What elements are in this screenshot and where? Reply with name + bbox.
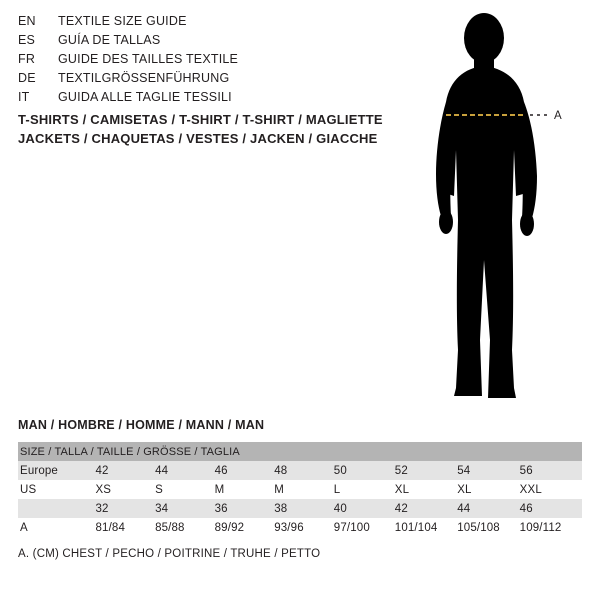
table-cell: 32 [95, 499, 155, 518]
table-cell: M [215, 480, 275, 499]
table-cell: XXL [520, 480, 582, 499]
footnote-chest-measure: A. (CM) CHEST / PECHO / POITRINE / TRUHE / PETTO [18, 548, 321, 560]
language-label: TEXTILGRÖSSENFÜHRUNG [58, 71, 230, 85]
row-label: US [18, 480, 95, 499]
table-row [18, 442, 582, 461]
table-cell: 44 [155, 461, 215, 480]
table-cell: 42 [95, 461, 155, 480]
table-cell: 36 [215, 499, 275, 518]
category-tshirts: T-SHIRTS / CAMISETAS / T-SHIRT / T-SHIRT / MAGLIETTE [18, 112, 383, 127]
table-cell: M [274, 480, 334, 499]
table-cell: 44 [457, 499, 519, 518]
table-title: MAN / HOMBRE / HOMME / MANN / MAN [18, 418, 265, 432]
table-cell: 54 [457, 461, 519, 480]
language-label: GUÍA DE TALLAS [58, 33, 161, 47]
table-cell: 46 [215, 461, 275, 480]
size-table [18, 442, 582, 537]
table-cell: 101/104 [395, 518, 457, 537]
table-cell: 109/112 [520, 518, 582, 537]
table-cell: 46 [520, 499, 582, 518]
table-header-label: SIZE / TALLA / TAILLE / GRÖSSE / TAGLIA [18, 442, 582, 461]
table-cell: 56 [520, 461, 582, 480]
table-cell: 97/100 [334, 518, 395, 537]
language-code: FR [18, 52, 36, 66]
language-label: GUIDE DES TAILLES TEXTILE [58, 52, 239, 66]
table-cell: XL [457, 480, 519, 499]
table-cell: 105/108 [457, 518, 519, 537]
language-code: DE [18, 71, 36, 85]
table-cell: XL [395, 480, 457, 499]
row-label: Europe [18, 461, 95, 480]
row-label [18, 499, 95, 518]
language-code: IT [18, 90, 30, 104]
table-row [18, 499, 582, 518]
row-label: A [18, 518, 95, 537]
table-cell: L [334, 480, 395, 499]
table-row [18, 518, 582, 537]
table-row [18, 461, 582, 480]
language-row [18, 33, 398, 52]
language-row [18, 90, 398, 109]
table-cell: 81/84 [95, 518, 155, 537]
table-cell: 42 [395, 499, 457, 518]
table-cell: 52 [395, 461, 457, 480]
table-cell: 38 [274, 499, 334, 518]
language-list [18, 14, 398, 109]
category-jackets: JACKETS / CHAQUETAS / VESTES / JACKEN / GIACCHE [18, 131, 378, 146]
table-cell: 93/96 [274, 518, 334, 537]
language-row [18, 14, 398, 33]
table-cell: 85/88 [155, 518, 215, 537]
language-row [18, 52, 398, 71]
language-row [18, 71, 398, 90]
language-code: EN [18, 14, 36, 28]
language-label: GUIDA ALLE TAGLIE TESSILI [58, 90, 232, 104]
table-row [18, 480, 582, 499]
language-label: TEXTILE SIZE GUIDE [58, 14, 187, 28]
male-figure-illustration [410, 10, 590, 410]
measure-label-a: A [554, 110, 562, 122]
table-cell: S [155, 480, 215, 499]
category-list [18, 110, 418, 148]
table-cell: XS [95, 480, 155, 499]
table-cell: 89/92 [215, 518, 275, 537]
table-cell: 34 [155, 499, 215, 518]
table-cell: 48 [274, 461, 334, 480]
figure-silhouette-icon [410, 10, 590, 410]
language-code: ES [18, 33, 36, 47]
table-cell: 50 [334, 461, 395, 480]
table-cell: 40 [334, 499, 395, 518]
